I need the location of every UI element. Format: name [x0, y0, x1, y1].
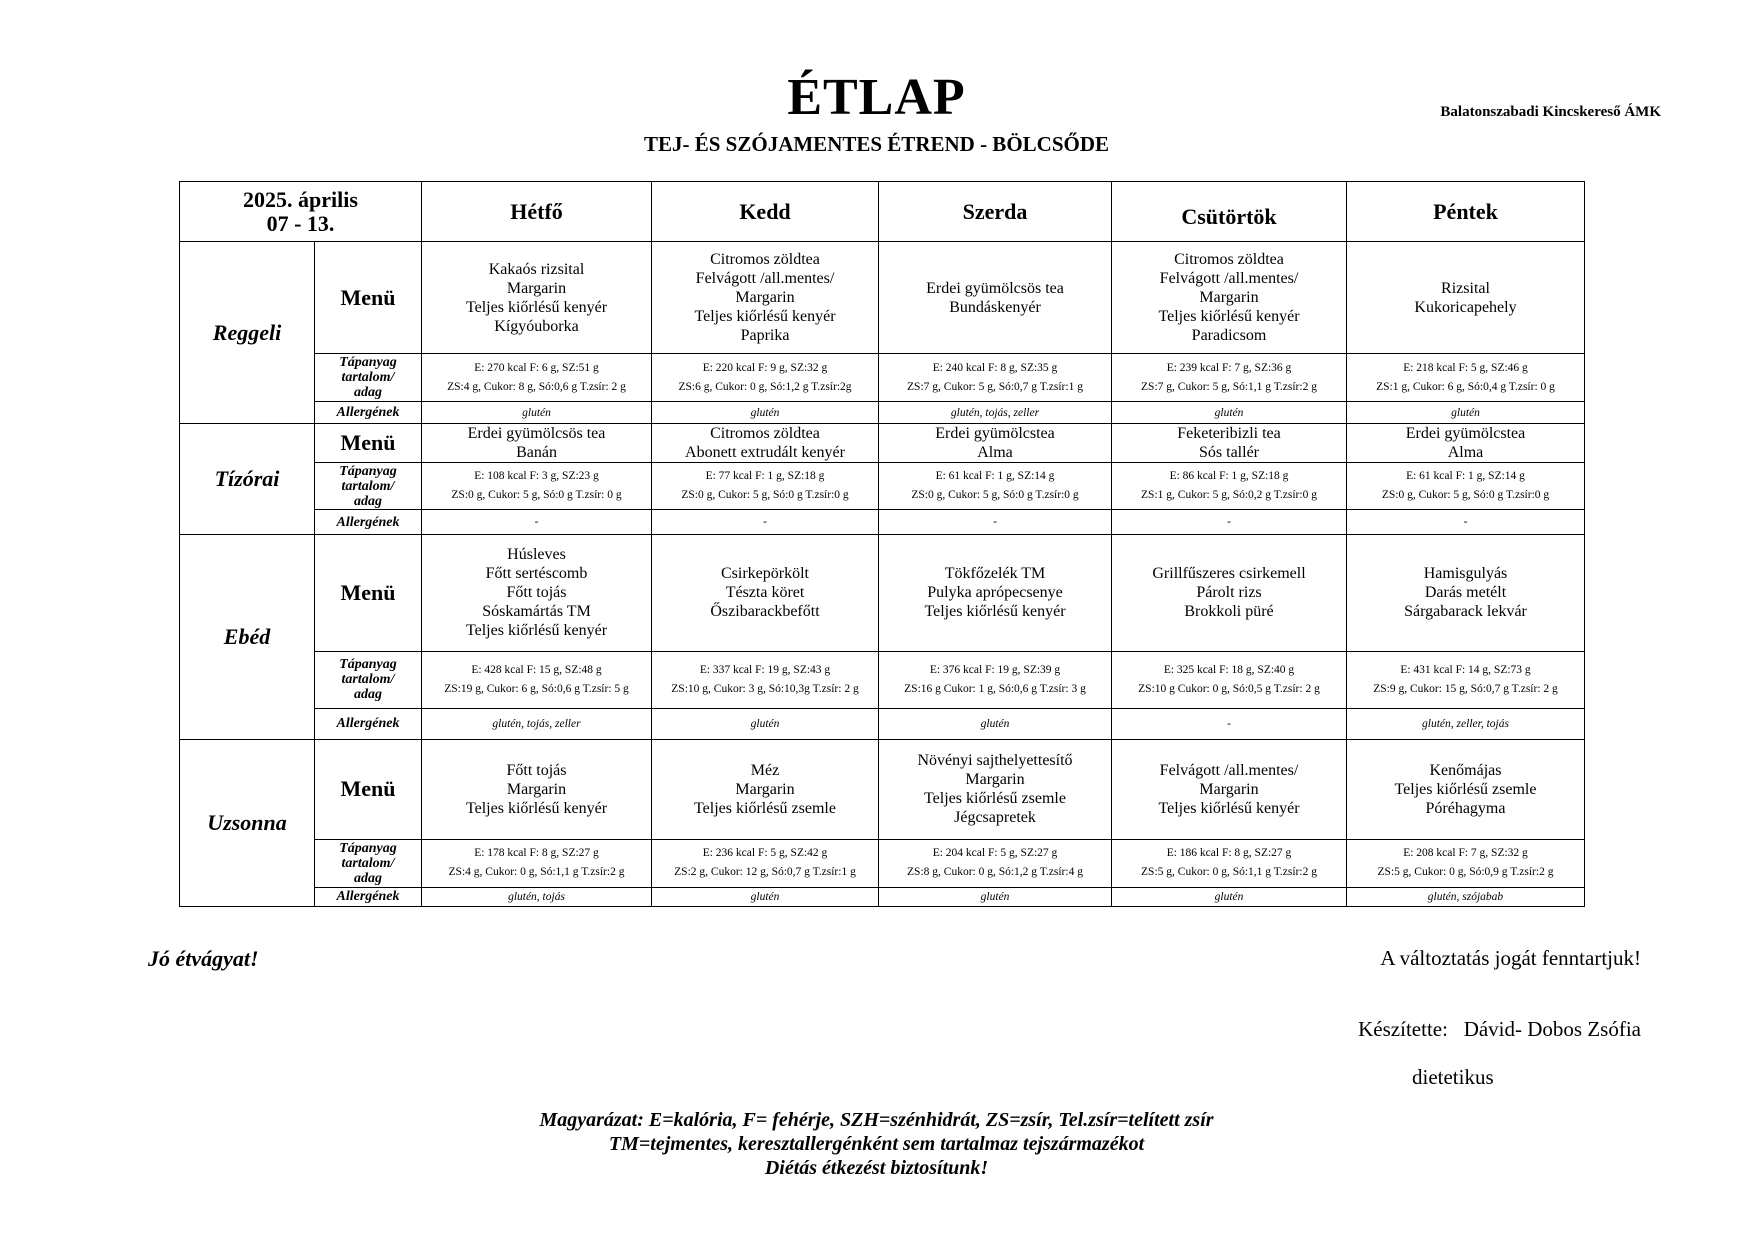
menu-item: Alma [1447, 444, 1484, 462]
menu-item: Margarin [1199, 289, 1259, 307]
menu-item: Paprika [740, 327, 790, 345]
allergen-cell: glutén [422, 402, 652, 424]
nutrient-cell [422, 354, 652, 402]
nutrient-cell [422, 839, 652, 887]
nutrient-line: ZS:4 g, Cukor: 0 g, Só:1,1 g T.zsír:2 g [448, 866, 625, 879]
menu-item: Citromos zöldtea [710, 251, 820, 269]
legend-line-3: Diétás étkezést biztosítunk! [764, 1157, 989, 1179]
menu-body [180, 242, 1585, 907]
menu-item: Rizsital [1441, 279, 1490, 297]
menu-item: Sóskamártás TM [482, 603, 591, 621]
nutrient-line: E: 178 kcal F: 8 g, SZ:27 g [474, 847, 599, 860]
nutrient-line: E: 86 kcal F: 1 g, SZ:18 g [1169, 470, 1289, 483]
nutrient-cell [652, 651, 879, 708]
menu-item: Felvágott /all.mentes/ [1159, 761, 1299, 779]
allergen-cell: - [422, 510, 652, 535]
day-header-friday: Péntek [1347, 182, 1585, 242]
allergen-cell: glutén [1347, 402, 1585, 424]
menu-item: Abonett extrudált kenyér [685, 444, 845, 462]
menu-item: Sárgabarack lekvár [1404, 603, 1527, 621]
nutrient-line: ZS:0 g, Cukor: 5 g, Só:0 g T.zsír:0 g [681, 489, 849, 502]
meal-name: Reggeli [180, 242, 315, 424]
menu-item: Hamisgulyás [1423, 565, 1508, 583]
nutrient-cell [879, 651, 1112, 708]
menu-item: Húsleves [507, 546, 566, 564]
menu-item: Margarin [735, 780, 795, 798]
menu-item: Teljes kiőrlésű zsemle [694, 799, 836, 817]
day-header-monday: Hétfő [422, 182, 652, 242]
row-label-allergens: Allergének [315, 510, 422, 535]
legend [0, 1108, 1753, 1180]
nutrient-line: E: 270 kcal F: 6 g, SZ:51 g [474, 361, 599, 374]
menu-item: Jégcsapretek [954, 809, 1036, 827]
menu-item: Őszibarackbefőtt [710, 603, 820, 621]
menu-item: Erdei gyümölcstea [935, 425, 1055, 443]
allergen-cell: - [1112, 510, 1347, 535]
nutrient-line: ZS:0 g, Cukor: 5 g, Só:0 g T.zsír:0 g [911, 489, 1079, 502]
nutrient-cell [652, 839, 879, 887]
nutrient-cell [422, 651, 652, 708]
nutrient-cell [1112, 651, 1347, 708]
menu-cell [879, 242, 1112, 354]
menu-item: Teljes kiőrlésű kenyér [924, 603, 1066, 621]
nutrient-label-line: tartalom/ [341, 672, 395, 688]
menu-item: Erdei gyümölcsös tea [467, 425, 606, 443]
nutrient-line: E: 208 kcal F: 7 g, SZ:32 g [1403, 847, 1528, 860]
menu-cell [1347, 535, 1585, 651]
nutrient-label-line: Tápanyag [339, 840, 397, 856]
row-label-allergens: Allergének [315, 708, 422, 739]
nutrient-line: ZS:6 g, Cukor: 0 g, Só:1,2 g T.zsír:2g [678, 380, 852, 393]
nutrient-line: E: 220 kcal F: 9 g, SZ:32 g [702, 361, 828, 374]
menu-item: Teljes kiőrlésű kenyér [1158, 308, 1300, 326]
nutrient-line: ZS:10 g Cukor: 0 g, Só:0,5 g T.zsír: 2 g [1138, 682, 1320, 695]
nutrient-line: E: 428 kcal F: 15 g, SZ:48 g [471, 663, 602, 676]
nutrient-cell [1112, 354, 1347, 402]
meal-allergen-row [180, 510, 1585, 535]
menu-item: Tészta köret [725, 584, 805, 602]
nutrient-line: ZS:5 g, Cukor: 0 g, Só:1,1 g T.zsír:2 g [1141, 866, 1317, 879]
nutrient-line: E: 376 kcal F: 19 g, SZ:39 g [929, 663, 1061, 676]
menu-item: Erdei gyümölcsös tea [926, 279, 1064, 297]
nutrient-line: ZS:4 g, Cukor: 8 g, Só:0,6 g T.zsír: 2 g [447, 380, 626, 393]
nutrient-cell [1347, 651, 1585, 708]
menu-cell [652, 242, 879, 354]
menu-item: Kukoricapehely [1414, 298, 1517, 316]
menu-item: Főtt sertéscomb [485, 565, 588, 583]
menu-cell [422, 242, 652, 354]
allergen-cell: glutén, tojás [422, 887, 652, 906]
disclaimer: A változtatás jogát fenntartjuk! [1380, 946, 1641, 970]
menu-item: Darás metélt [1424, 584, 1507, 602]
nutrient-label-line: adag [354, 493, 382, 509]
menu-item: Alma [977, 444, 1013, 462]
menu-item: Margarin [506, 279, 567, 297]
menu-item: Felvágott /all.mentes/ [1159, 270, 1299, 288]
menu-item: Citromos zöldtea [1174, 251, 1284, 269]
nutrient-label-line: adag [354, 385, 382, 401]
nutrient-line: E: 77 kcal F: 1 g, SZ:18 g [705, 470, 825, 483]
dietitian-role: dietetikus [1412, 1065, 1494, 1089]
nutrient-line: E: 186 kcal F: 8 g, SZ:27 g [1166, 847, 1292, 860]
row-label-menu: Menü [315, 242, 422, 354]
menu-cell [1112, 424, 1347, 463]
nutrient-line: ZS:16 g Cukor: 1 g, Só:0,6 g T.zsír: 3 g [904, 682, 1086, 695]
nutrient-line: ZS:8 g, Cukor: 0 g, Só:1,2 g T.zsír:4 g [907, 866, 1083, 879]
menu-cell [879, 739, 1112, 839]
nutrient-cell [1347, 354, 1585, 402]
menu-cell [879, 424, 1112, 463]
nutrient-cell [652, 354, 879, 402]
meal-allergen-row [180, 887, 1585, 906]
menu-cell [422, 739, 652, 839]
allergen-cell: glutén [652, 402, 879, 424]
meal-nutrient-row [180, 839, 1585, 887]
menu-item: Teljes kiőrlésű kenyér [465, 622, 608, 640]
nutrient-cell [422, 463, 652, 510]
allergen-cell: - [1112, 708, 1347, 739]
menu-item: Kenőmájas [1429, 761, 1502, 779]
nutrient-line: E: 236 kcal F: 5 g, SZ:42 g [702, 847, 828, 860]
allergen-cell: glutén [652, 708, 879, 739]
allergen-cell: glutén [1112, 402, 1347, 424]
prepared-by [1358, 1017, 1641, 1042]
page-title: ÉTLAP [787, 69, 966, 126]
nutrient-line: E: 239 kcal F: 7 g, SZ:36 g [1166, 361, 1292, 374]
row-label-menu: Menü [315, 424, 422, 463]
allergen-cell: glutén [1112, 887, 1347, 906]
menu-item: Paradicsom [1191, 327, 1267, 345]
nutrient-label-line: adag [354, 870, 382, 886]
allergen-cell: glutén [879, 887, 1112, 906]
date-line-2: 07 - 13. [266, 210, 335, 236]
row-label-menu: Menü [315, 739, 422, 839]
allergen-cell: glutén, tojás, zeller [879, 402, 1112, 424]
nutrient-line: E: 431 kcal F: 14 g, SZ:73 g [1400, 663, 1531, 676]
day-header-wednesday: Szerda [879, 182, 1112, 242]
menu-item: Teljes kiőrlésű zsemle [1394, 780, 1537, 798]
menu-item: Margarin [965, 771, 1025, 789]
menu-cell [652, 739, 879, 839]
nutrient-cell [879, 839, 1112, 887]
menu-cell [1347, 242, 1585, 354]
menu-cell [652, 535, 879, 651]
row-label-nutrients [315, 651, 422, 708]
page-subtitle: TEJ- ÉS SZÓJAMENTES ÉTREND - BÖLCSŐDE [643, 132, 1110, 156]
menu-item: Brokkoli püré [1184, 603, 1274, 621]
meal-nutrient-row [180, 354, 1585, 402]
day-header-tuesday: Kedd [652, 182, 879, 242]
nutrient-line: ZS:19 g, Cukor: 6 g, Só:0,6 g T.zsír: 5 g [444, 682, 629, 695]
nutrient-cell [652, 463, 879, 510]
nutrient-line: ZS:7 g, Cukor: 5 g, Só:1,1 g T.zsír:2 g [1141, 380, 1317, 393]
menu-cell [652, 424, 879, 463]
meal-name: Ebéd [180, 535, 315, 739]
nutrient-line: E: 108 kcal F: 3 g, SZ:23 g [474, 470, 599, 483]
menu-item: Margarin [735, 289, 795, 307]
nutrient-line: E: 240 kcal F: 8 g, SZ:35 g [932, 361, 1058, 374]
menu-cell [1112, 535, 1347, 651]
nutrient-label-line: tartalom/ [341, 478, 395, 494]
nutrient-cell [1347, 463, 1585, 510]
date-range-cell [180, 182, 422, 242]
row-label-menu: Menü [315, 535, 422, 651]
nutrient-line: E: 61 kcal F: 1 g, SZ:14 g [1406, 470, 1525, 483]
menu-item: Feketeribizli tea [1177, 425, 1281, 443]
allergen-cell: glutén [879, 708, 1112, 739]
meal-menu-row [180, 739, 1585, 839]
menu-item: Margarin [1199, 780, 1259, 798]
menu-item: Citromos zöldtea [710, 425, 820, 443]
nutrient-label-line: tartalom/ [341, 855, 395, 871]
allergen-cell: - [1347, 510, 1585, 535]
allergen-cell: glutén, tojás, zeller [422, 708, 652, 739]
meal-allergen-row [180, 708, 1585, 739]
nutrient-label-line: Tápanyag [339, 657, 397, 673]
nutrient-cell [1347, 839, 1585, 887]
menu-item: Teljes kiőrlésű kenyér [694, 308, 836, 326]
menu-item: Kígyóuborka [494, 317, 579, 335]
day-header-thursday: Csütörtök [1112, 182, 1347, 242]
menu-cell [422, 535, 652, 651]
date-line-1: 2025. április [243, 186, 358, 212]
row-label-nutrients [315, 463, 422, 510]
menu-cell [879, 535, 1112, 651]
menu-item: Banán [516, 444, 557, 462]
meal-menu-row [180, 424, 1585, 463]
nutrient-line: ZS:10 g, Cukor: 3 g, Só:10,3g T.zsír: 2 g [671, 682, 859, 695]
nutrient-line: E: 337 kcal F: 19 g, SZ:43 g [699, 663, 831, 676]
allergen-cell: - [879, 510, 1112, 535]
meal-menu-row [180, 535, 1585, 651]
menu-item: Növényi sajthelyettesítő [917, 752, 1073, 770]
nutrient-line: ZS:9 g, Cukor: 15 g, Só:0,7 g T.zsír: 2 g [1373, 682, 1558, 695]
menu-item: Kakaós rizsital [488, 260, 585, 278]
meal-menu-row [180, 242, 1585, 354]
legend-line-1: Magyarázat: E=kalória, F= fehérje, SZH=szénhidrát, ZS=zsír, Tel.zsír=telített zsír [539, 1109, 1214, 1131]
nutrient-line: ZS:5 g, Cukor: 0 g, Só:0,9 g T.zsír:2 g [1377, 866, 1554, 879]
menu-item: Póréhagyma [1425, 799, 1506, 817]
menu-cell [1347, 424, 1585, 463]
menu-item: Főtt tojás [506, 761, 567, 779]
menu-item: Teljes kiőrlésű kenyér [465, 799, 608, 817]
menu-cell [1112, 242, 1347, 354]
allergen-cell: glutén, szójabab [1347, 887, 1585, 906]
meal-allergen-row [180, 402, 1585, 424]
nutrient-line: ZS:0 g, Cukor: 5 g, Só:0 g T.zsír:0 g [1381, 489, 1550, 502]
meal-name: Tízórai [180, 424, 315, 535]
nutrient-line: ZS:1 g, Cukor: 6 g, Só:0,4 g T.zsír: 0 g [1376, 380, 1555, 393]
nutrient-label-line: adag [354, 687, 382, 703]
nutrient-line: E: 61 kcal F: 1 g, SZ:14 g [935, 470, 1055, 483]
row-label-allergens: Allergének [315, 402, 422, 424]
menu-cell [422, 424, 652, 463]
menu-item: Teljes kiőrlésű zsemle [924, 790, 1066, 808]
meal-nutrient-row [180, 651, 1585, 708]
nutrient-line: E: 218 kcal F: 5 g, SZ:46 g [1403, 361, 1528, 374]
menu-table [179, 181, 1585, 907]
meal-name: Uzsonna [180, 739, 315, 906]
prepared-name: Dávid- Dobos Zsófia [1463, 1017, 1641, 1041]
menu-item: Főtt tojás [506, 584, 567, 602]
header-row [180, 182, 1585, 242]
nutrient-cell [1112, 463, 1347, 510]
nutrient-label-line: Tápanyag [339, 463, 397, 479]
allergen-cell: glutén [652, 887, 879, 906]
row-label-nutrients [315, 839, 422, 887]
nutrient-label-line: Tápanyag [339, 355, 397, 371]
menu-item: Sós tallér [1199, 444, 1259, 462]
nutrient-cell [879, 354, 1112, 402]
prepared-label: Készítette: [1358, 1017, 1448, 1041]
nutrient-line: ZS:1 g, Cukor: 5 g, Só:0,2 g T.zsír:0 g [1141, 489, 1317, 502]
menu-item: Pulyka aprópecsenye [927, 584, 1063, 602]
menu-item: Párolt rizs [1196, 584, 1262, 602]
menu-item: Erdei gyümölcstea [1405, 425, 1526, 443]
menu-item: Teljes kiőrlésű kenyér [1158, 799, 1300, 817]
institution-name: Balatonszabadi Kincskereső ÁMK [1440, 104, 1661, 120]
nutrient-line: ZS:2 g, Cukor: 12 g, Só:0,7 g T.zsír:1 g [674, 866, 856, 879]
nutrient-line: E: 204 kcal F: 5 g, SZ:27 g [932, 847, 1058, 860]
menu-item: Felvágott /all.mentes/ [695, 270, 835, 288]
menu-item: Méz [750, 761, 780, 779]
row-label-allergens: Allergének [315, 887, 422, 906]
menu-item: Tökfőzelék TM [944, 565, 1046, 583]
nutrient-cell [879, 463, 1112, 510]
menu-item: Csirkepörkölt [721, 565, 809, 583]
meal-nutrient-row [180, 463, 1585, 510]
allergen-cell: glutén, zeller, tojás [1347, 708, 1585, 739]
nutrient-cell [1112, 839, 1347, 887]
allergen-cell: - [652, 510, 879, 535]
menu-cell [1347, 739, 1585, 839]
nutrient-line: ZS:0 g, Cukor: 5 g, Só:0 g T.zsír: 0 g [451, 489, 622, 502]
menu-item: Grillfűszeres csirkemell [1152, 565, 1306, 583]
legend-line-2: TM=tejmentes, keresztallergénként sem tartalmaz tejszármazékot [608, 1133, 1145, 1155]
nutrient-line: E: 325 kcal F: 18 g, SZ:40 g [1163, 663, 1295, 676]
menu-cell [1112, 739, 1347, 839]
row-label-nutrients [315, 354, 422, 402]
nutrient-line: ZS:7 g, Cukor: 5 g, Só:0,7 g T.zsír:1 g [907, 380, 1083, 393]
nutrient-label-line: tartalom/ [341, 370, 395, 386]
greeting: Jó étvágyat! [148, 946, 259, 971]
menu-item: Bundáskenyér [949, 298, 1041, 316]
menu-item: Margarin [506, 780, 567, 798]
menu-item: Teljes kiőrlésű kenyér [465, 298, 608, 316]
